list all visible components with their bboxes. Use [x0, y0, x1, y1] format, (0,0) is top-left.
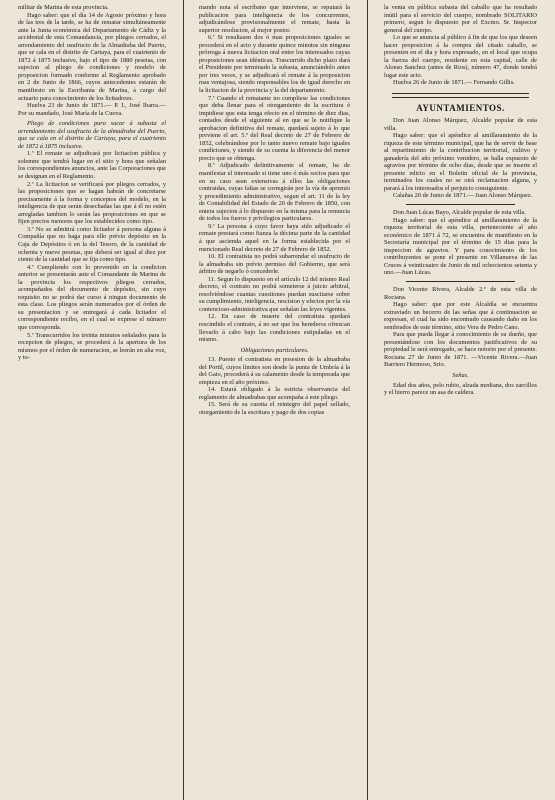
divider: [406, 204, 515, 205]
notice-signature: Huelva 23 de Junio de 1871.— P. I., José Ibarra.— Por su mandado, José María de la Cueva.: [18, 102, 166, 117]
section-divider: [392, 93, 529, 98]
condition-10: 10. El contratista no podrá subarrendar el usufructo de la almadraba sin prévio permiso del Gobierno, que será árbitro de negarlo ó concederle.: [199, 253, 350, 276]
column-right: [384, 4, 537, 796]
condition-4: 4.ª Cumpliendo con lo prevenido en la condicion anterior se presentarán ante el Comandante de Marina de la provincia los respectivos pliegos cerrados, acompañados del documento de depósito, sin cuyo requisito no se podrá dar curso á ningun documento de esta clase. Los pliegos serán numerados por el órden de su presentacion y se entregará á cada licitador el correspondiente recibo, en el cual se exprese el número que corresponda.: [18, 263, 166, 331]
condition-15: 15. Será de su cuenta el reintegro del papel sellado, otorgamiento de la escritura y pago de dos copias: [199, 401, 350, 416]
condition-3: 3.ª No se admitirá como licitador á persona alguna á Compañía que no haga para ello prévio depósito en la Caja de Depósitos ó en la del Tesoro, de la cantidad de ochenta y nueve pesetas, que deberá ser igual al diez por ciento de la cantidad que se fija como tipo.: [18, 225, 166, 264]
pliego-title: Pliego de condiciones para sacar á subasta el arrendamiento del usufructo de la almadraba del Puerto, que se cala en el distrito de Cartaya, para el cuatrienio de 1872 á 1875 inclusive.: [18, 120, 166, 150]
notice-body: Lo que se anuncia al público á fin de que los que deseen hacer proposicion á la compra del citado caballo, se presenten en el dia y hora expresado, en el local que ocupa la fuerza del cuerpo, residente en esta capital, calle de Alonso Sanchez (antes de Rios), número 47, donde tendrá lugar este acto.: [384, 34, 537, 79]
condition-11: 11. Segun lo dispuesto en el artículo 12 del mismo Real decreto, el contrato no podrá someterse á juicio arbitral, resolviéndose cuantas cuestiones puedan suscitarse sobre su cumplimiento, inteligencia, rescision y efectos por la vía contencioso-administrativa que señalan las leyes vigentes.: [199, 275, 350, 313]
condition-1: 1.ª El remate se adjudicará por licitacion pública y solemne que tendrá lugar en el sitio y hora que señalan los correspondientes anuncios, ante las Corporaciones que se designan en el Reglamento.: [18, 150, 166, 181]
notice-body: Hago saber: que por este Alcaldía se encuentra extraviado un becerro de las señas que á continuacion se expresan, el cual ha sido encontrado causando daño en los sembrados de este término, sitio Vera de Pedro Cano.: [384, 301, 537, 331]
column-rule-right: [367, 0, 368, 800]
column-middle: [199, 4, 350, 796]
condition-12: 12. En caso de muerte del contratista quedará rescindido el contrato, á no ser que los herederos ofrezcan llevarlo á cabo bajo las condiciones estipuladas en el mismo.: [199, 313, 350, 344]
notice-signature: Huelva 26 de Junio de 1871.— Fernando Gillis.: [393, 79, 515, 87]
divider: [406, 281, 515, 282]
condition-14: 14. Estará obligado á la estricta observancia del reglamento de almadrabas que acompaña á este pliego.: [199, 386, 350, 401]
condition-8: 8.ª Adjudicado definitivamente el remate, ha de manifestar el interesado si tiene uno ó más socios para que en su caso sean extensivas á ellos las obligaciones contraidas, cuyas faltas se corregirán por la vía de apremio y procedimiento administrativo, segun el art. 11 de la ley de Contabilidad del Estado de 20 de Febrero de 1850, con entera sujecion á lo dispuesto en la misma para la renuncia de todos los fueros y privilegios particulares.: [199, 162, 350, 223]
notice-body: Hago saber: que el apéndice al amillaramiento de la riqueza territorial de esta villa, perteneciente al año económico de 1871 á 72, se encuentra de manifiesto en la Secretaría municipal por el término de 15 dias para la inspeccion de agravios. Y para conocimiento de los contribuyentes se pone el presente en Villanueva de las Cruces á veinticuatro de Junio de mil ochocientos setenta y uno.—Juan Lúcas.: [384, 216, 537, 277]
condition-6: 6.ª Si resultasen dos ó mas proposiciones iguales se procederá en el acto y durante quince minutos sin ninguna prórroga á nueva licitacion oral entre los interesados cuyas proposiciones sean idénticas. Trascurrido dicho plazo dará el Presidente por terminado la subasta, anunciándolo antes por tres veces, y se adjudicará el remate á la proposicion mas ventajosa, siendo responsables los de igual derecho en la licitacion de la provincia y la del departamento.: [199, 34, 350, 95]
section-heading: AYUNTAMIENTOS.: [416, 103, 505, 114]
condition-13: 13. Puesto el contratista en posesion de la almadraba del Portil, cuyos límites son desde la punta de Umbría á la del Gato, procederá á su calamento desde la temporada que empieza en el año próximo.: [199, 356, 350, 386]
column-rule-left: [183, 0, 184, 800]
notice-body: Hago saber: que el apéndice al amillaramiento de la riqueza de este término municipal, que ha de servir de base al repartimiento de la contribucion territorial, cultivo y ganadería del año próximo venidero, se halla expuesto de agravios por término de ocho dias, desde que se inserte el presente edicto en el Boletin oficial de la provincia, terminados los cuales no se oirá reclamacion alguna, y parará á los interesados el perjuicio consiguiente.: [384, 132, 537, 192]
notice-body: Edad dos años, pelo rubio, alzada mediana, dos zarcillos y el hierro parece un asa de caldera.: [384, 381, 537, 397]
notice-signature: Calañas 20 de Junio de 1871.— Juan Alonso Márquez.: [393, 192, 533, 200]
condition-2: 2.ª La licitacion se verificará por pliegos cerrados, y las proposiciones que se hagan habrán de concretarse precisamente á la forma y conceptos del modelo, en la inteligencia de que serán desechadas las que á él no estén arregladas tambien lo serán las proposiciones en que se fijen precios menores que los establecidos como tipo.: [18, 180, 166, 226]
notice-body: Para que pueda llegar á conocimiento de su dueño, que presentándose con los documentos justificativos de su propiedad le será entregado, se hace notorio por el presente. Rociana 27 de Junio de 1871. —Vicente Rivera.—Juan Barriero Hermoso, Srio.: [384, 331, 537, 369]
notice-heading: Don Juan Lúcas Bayo, Alcalde popular de esta villa.: [393, 209, 526, 217]
notice-heading: Don Vicente Rivera, Alcalde 2.º de esta villa de Rociana.: [384, 285, 537, 301]
section-title: Señas.: [452, 371, 469, 379]
condition-5: 5.ª Transcurridos los treinta minutos señalados para la recepcion de pliegos, se procederá á la apertura de los mismos por el órden de numeracion, se leerán en alta voz, y to-: [18, 331, 166, 362]
condition-7: 7.ª Cuando el rematante no cumpliese las condiciones que deba llenar para el otorgamiento de la escritura ó impidiese que esta tenga efecto en el término de diez dias, contados desde el siguiente al en que se le notifique la aprobacion definitiva del remate, quedará sujeto á lo que previene el art. 5.º del Real decreto de 27 de Febrero de 1852, celebrándose por lo tanto nuevo remate bajo iguales condiciones, y siendo de su cuenta la diferencia del menor precio que se obtenga.: [199, 94, 350, 162]
notice-body: Hago saber: que el día 14 de Agosto próximo y hora de las tres de la tarde, se ha de rematar simultáneamente ante la Junta económica del Departamento de Cádiz y la accidental de esta Comandancia, por pliegos cerrados, el arrendamiento del usufructo de la Almadraba del Puerto, que se cala en el distrito de Cartaya, para el cuatrienio de 1872 á 1875 inclusive, bajo el tipo de 1880 pesetas, con sujecion al pliego de condiciones y modelo de proposicion formado conforme al Reglamento aprobado en 2 de Junio de 1866, cuyos antecedentes estarán de manifiesto en la Escribanía de Marina, á cargo del actuario para conocimiento de los licitadores.: [18, 11, 166, 102]
condition-9: 9.ª La persona á cuyo favor haya sido adjudicado el remate prestará como fianza la décima parte de la cantidad á que ascienda aquel en la forma establecida por el mencionado Real decreto de 27 de Febrero de 1852.: [199, 222, 350, 253]
section-title: Obligaciones particulares.: [240, 346, 309, 354]
continued-text: mando nota el escribano que interviene, se reputará la publicacion para inteligencia de los concurrentes, adjudicándose provisionalmente el remate, hasta la superior resolucion, al mejor postor.: [199, 4, 350, 34]
notice-heading: Don Juan Alonso Márquez, Alcalde popular de esta villa.: [384, 117, 537, 132]
column-left: [18, 4, 166, 796]
continued-text: la venta en pública subasta del caballo que ha resultado inútil para el servicio del cuerpo, nombrado SOLITARIO primero, segun lo dispuesto por el Excmo. Sr. Inspector general del cuerpo.: [384, 4, 537, 34]
continued-text: militar de Marina de esta provincia.: [18, 4, 109, 11]
